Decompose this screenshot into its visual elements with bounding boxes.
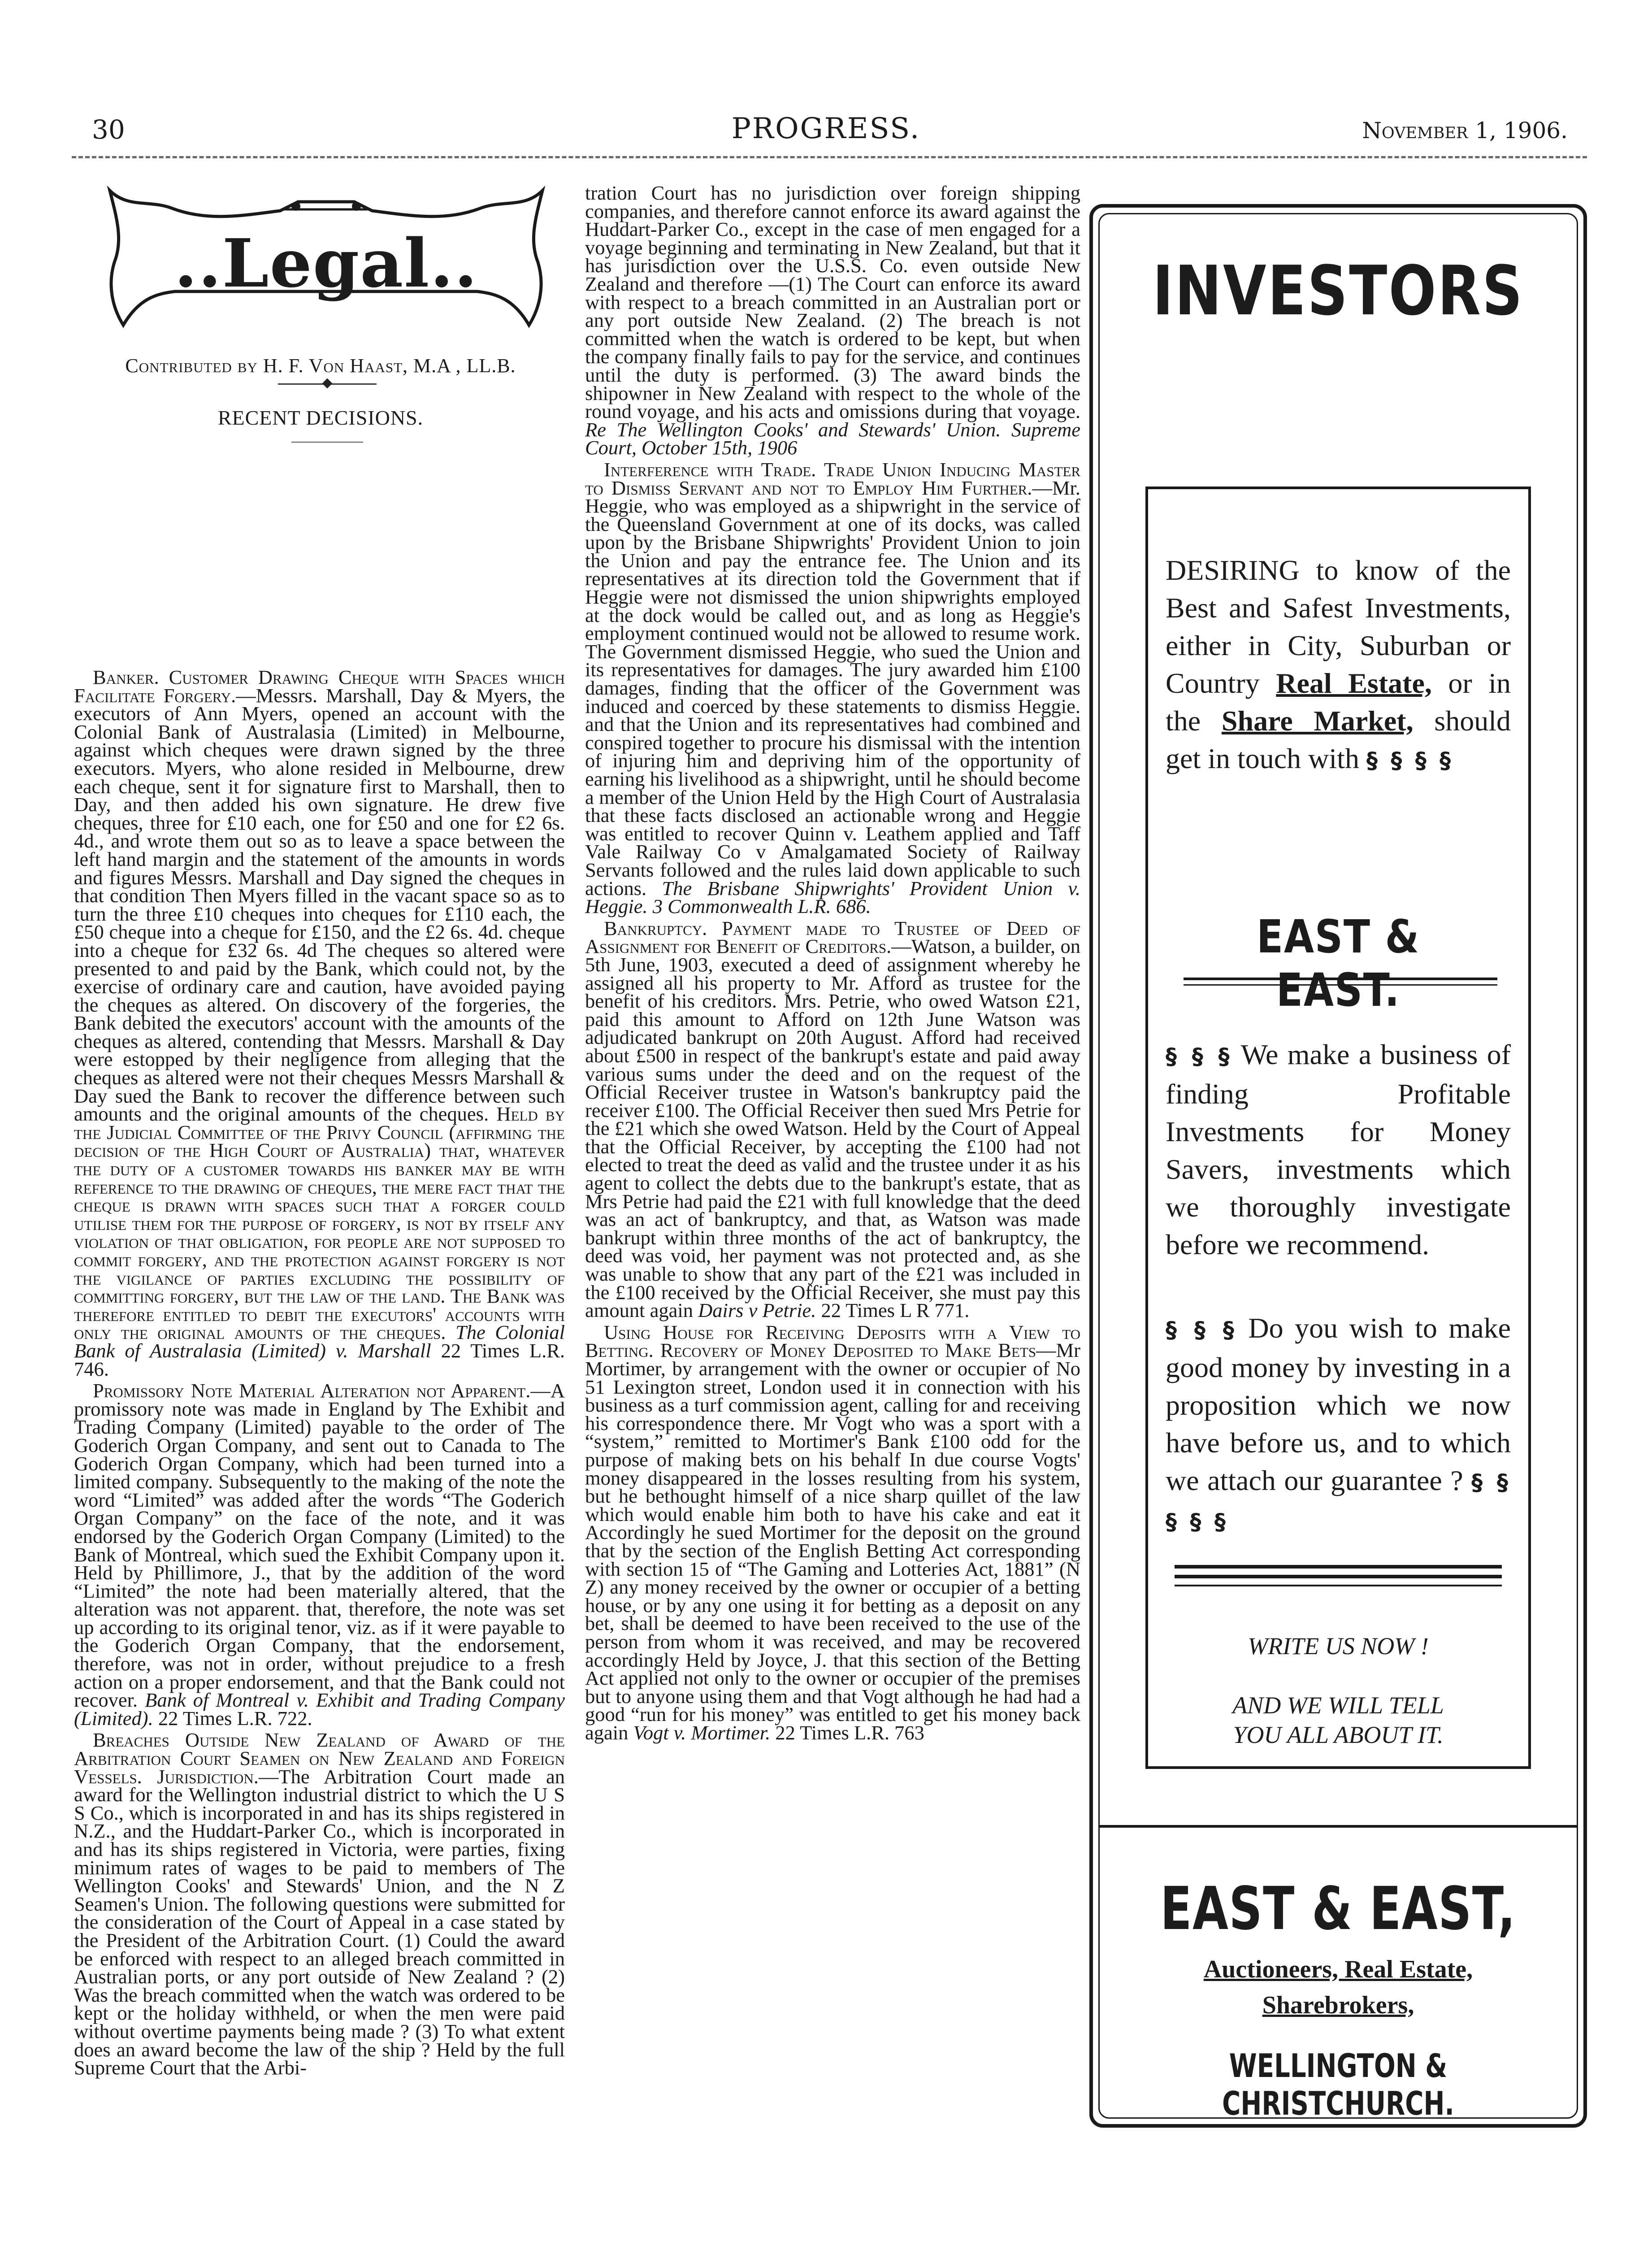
case-citation: Vogt v. Mortimer. [633, 1721, 771, 1744]
section-mark-ornament-icon: § § § [1166, 1317, 1237, 1343]
ad-desiring-part-a: DESIRING to know of the Best and Safest Investments, either in City, Suburban or Country [1166, 554, 1511, 699]
masthead-title: PROGRESS. [731, 112, 921, 145]
case-body: —Messrs. Marshall, Day & Myers, the executors of Ann Myers, opened an account with the Colonial Bank of Australasia (Limited) in Melbourne, against which cheques were drawn signed by the three executors. Myers, who alone resided in Melbourne, drew each cheque, sent it for signature first to Marshall, then to Day, and then added his own signature. He drew five cheques, three for £10 each, one for £50 and one for £2 6s. 4d., and wrote them out so as to leave a space between the left hand margin and the statement of the amounts in words and figures Messrs. Marshall and Day signed the cheques in that condition Then Myers filled in the vacant space so as to turn the three £10 cheques into cheques for £110 each, the £50 cheque into a cheque for £150, and the £2 6s. 4d. cheque into a cheque for £32 6s. 4d The cheques so altered were presented to and paid by the Bank, which could not, by the exercise of ordinary care and caution, have avoided paying the cheques as altered. On discovery of the forgeries, the Bank debited the executors' account with the amounts of the cheques as altered, contending that Messrs. Marshall & Day were estopped by their negligence from alleging that the cheques as altered were not their cheques Messrs Marshall & Day sued the Bank to recover the difference between such amounts and the original amounts of the cheques. [74, 684, 565, 1125]
law-report-ref: 22 Times L.R. 722. [158, 1707, 312, 1729]
short-divider [291, 442, 363, 443]
ad-desiring-text [1166, 552, 1511, 779]
case-heading: Breaches Outside New Zealand of Award of the Arbitration Court Seamen on New Zealand and Foreign Vessels. Jurisdiction. [74, 1729, 565, 1788]
ad-do-you-text [1166, 1309, 1511, 1541]
ad-rule-thick [1184, 978, 1497, 980]
contributor-line: Contributed by H. F. Von Haast, M.A , LL.B. [125, 355, 516, 377]
case-heading: Bankruptcy. Payment made to Trustee of Deed of Assignment for Benefit of Creditors. [585, 917, 1080, 958]
header-rule [72, 156, 1587, 158]
case-citation: Bank of Montreal v. Exhibit and Trading Company (Limited). [74, 1689, 565, 1729]
ad-divider [1098, 1825, 1578, 1828]
ad-roles-line-2: Sharebrokers, [1262, 1991, 1414, 2019]
ad-rule-thin [1184, 984, 1497, 986]
diamond-ornament-icon [322, 378, 333, 389]
case-heading: Using House for Receiving Deposits with a View to Betting. Recovery of Money Deposited to Make Bets [585, 1321, 1080, 1362]
law-report-ref: 22 Times L.R. 763 [775, 1721, 924, 1744]
case-citation: Re The Wellington Cooks' and Stewards' Union. Supreme Court, October 15th, 1906 [585, 418, 1080, 459]
law-report-ref: 22 Times L R 771. [821, 1299, 970, 1322]
article-column-1 [74, 668, 565, 2081]
ad-tell-line-1: AND WE WILL TELL [1232, 1692, 1444, 1719]
case-body: tration Court has no jurisdiction over foreign shipping companies, and therefore cannot enforce its award against the Huddart-Parker Co., except in the case of men engaged for a voyage beginning and terminating in New Zealand, but that it has jurisdiction over the U.S.S. Co. even outside New Zealand and therefore —(1) The Court can enforce its award with respect to a breach committed in an Australian port or any port outside New Zealand. (2) The breach is not committed when the watch is ordered to be kept, but when the company finally fails to pay for the service, and continues until the duty is performed. (3) The award binds the shipowner in New Zealand with respect to the whole of the round voyage, and his acts and omissions during that voyage. [585, 182, 1080, 423]
ad-call-to-action: WRITE US NOW ! [1248, 1633, 1429, 1660]
case-heading: Banker. Customer Drawing Cheque with Spaces which Facilitate Forgery. [74, 666, 565, 707]
case-body: —A promissory note was made in England by The Exhibit and Trading Company (Limited) payable to the order of The Goderich Organ Company, and sent out to Canada to The Goderich Organ Company, which had been turned into a limited company. Subsequently to the making of the note the word “Limited” was added after the words “The Goderich Organ Company” on the face of the note, and it was endorsed by the Goderich Organ Company (Limited) to the Bank of Montreal, which sued the Exhibit Company upon it. Held by Phillimore, J., that by the addition of the word “Limited” the note had been materially altered, that the alteration was not apparent. that, therefore, the note was set up according to its original tenor, viz. as if it were payable to the Goderich Organ Company, that the endorsement, therefore, was not in order, without prejudice to a fresh action on a proper endorsement, and that the Bank could not recover. [74, 1379, 565, 1712]
article-column-2 [585, 184, 1080, 1745]
page-number: 30 [92, 114, 125, 145]
ad-cities: WELLINGTON & CHRISTCHURCH. [1222, 2047, 1454, 2122]
case-body: —Mr Mortimer, by arrangement with the owner or occupier of No 51 Lexington street, London used it in connection with his business as a turf commission agent, calling for and receiving his correspondence there. Mr Vogt who was a sport with a “system,” remitted to Mortimer's Bank £100 odd for the purpose of making bets on his behalf In due course Vogts' money disappeared in the losses resulting from his system, but he bethought himself of a nice sharp quillet of the law which would enable him both to have his cake and eat it Accordingly he sued Mortimer for the deposit on the ground that by the section of the English Betting Act corresponding with section 15 of “The Gaming and Lotteries Act, 1881” (N Z) any money received by the owner or occupier of a betting house, or by any one using it for betting as a deposit on any bet, shall be deemed to have been received to the use of the person from whom it was received, and may be recovered accordingly Held by Joyce, J. that this section of the Betting Act applied not only to the owner or occupier of the premises but to anyone using them and that Vogt although he had had a good “run for his money” was entitled to get his money back again [585, 1339, 1080, 1744]
issue-date: November 1, 1906. [1362, 117, 1568, 143]
ad-roles-line-1: Auctioneers, Real Estate, [1203, 1955, 1473, 1983]
held-text: Held by the Judicial Committee of the Privy Council (affirming the decision of the High Court of Australia) that, whatever the duty of a customer towards his banker may be with reference to the drawing of cheques, the mere fact that the cheque is drawn with spaces such that a forger could utilise them for the purpose of forgery, is not by itself any violation of that obligation, for people are not supposed to commit forgery, and the protection against forgery is not the vigilance of parties excluding the possibility of committing forgery, but the law of the land. The Bank was therefore entitled to debit the executors' accounts with only the original amounts of the cheques. [74, 1103, 565, 1344]
case-heading: Interference with Trade. Trade Union Inducing Master to Dismiss Servant and not to Employ Him Further. [585, 458, 1080, 499]
section-heading: RECENT DECISIONS. [217, 406, 424, 429]
ad-share-market: Share Market, [1221, 705, 1414, 737]
ad-rule [1175, 1585, 1502, 1586]
case-citation: The Colonial Bank of Australasia (Limited) v. Marshall [74, 1321, 565, 1362]
case-body: —Watson, a builder, on 5th June, 1903, executed a deed of assignment whereby he assigned all his property to Mr. Afford as trustee for the benefit of his creditors. Mrs. Petrie, who owed Watson £21, paid this amount to Afford on 12th June Watson was adjudicated bankrupt on 20th August. Afford had received about £500 in respect of the bankrupt's estate and paid away various sums under the deed and on the request of the Official Receiver trustee in Watson's bankruptcy paid the receiver £100. The Official Receiver then sued Mrs Petrie for the £21 which she owed Watson. Held by the Court of Appeal that the Official Receiver, by accepting the £100 had not elected to treat the deed as valid and the trustee under it as his agent to collect the debts due to the bankrupt's estate, that as Mrs Petrie had paid the £21 with full knowledge that the deed was an act of bankruptcy, and that, as Watson was made bankrupt within three months of the act of bankruptcy, the deed was void, her payment was not protected and, as she was unable to show that any part of the £21 was included in the £100 received by the Official Receiver, she must pay this amount again [585, 935, 1080, 1322]
legal-heading: ..Legal.. [174, 224, 478, 302]
ad-desiring-part-c: should get in touch with [1166, 705, 1511, 774]
case-body: —The Arbitration Court made an award for the Wellington industrial district to which the U S S Co., which is incorporated in and has its ships registered in N.Z., and the Huddart-Parker Co., which is incorporated in and has its ships registered in Victoria, were parties, fixing minimum rates of wages to be paid to members of The Wellington Cooks' and Stewards' Union, and the N Z Seamen's Union. The following questions were submitted for the consideration of the Court of Appeal in a case stated by the President of the Arbitration Court. (1) Could the award be enforced with respect to an alleged breach committed in Australian ports, or any port outside of New Zealand ? (2) Was the breach committed when the watch was ordered to be kept or the holiday withheld, or when the men were paid without overtime payments being made ? (3) To what extent does an award become the law of the ship ? Held by the full Supreme Court that the Arbi- [74, 1765, 565, 2079]
ad-firm-name: EAST & EAST, [1160, 1874, 1516, 1943]
case-citation: The Brisbane Shipwrights' Provident Union v. Heggie. 3 Commonwealth L.R. 686. [585, 877, 1081, 918]
ad-rule [1175, 1565, 1502, 1569]
ad-we-make-body: We make a business of finding Profitable Investments for Money Savers, investments which we thoroughly investigate before we recommend. [1166, 1038, 1511, 1260]
case-body: —Mr. Heggie, who was employed as a shipwright in the service of the Queensland Government at one of its docks, was called upon by the Brisbane Shipwrights' Provident Union to join the Union and pay the entrance fee. The Union and its representatives at its direction told the Government that if Heggie were not dismissed the union shipwrights employed at the dock would be called out, and as long as Heggie's employment continued would not be allowed to resume work. The Government dismissed Heggie, who sued the Union and its representatives for damages. The jury awarded him £100 damages, finding that the officer of the Government was induced and coerced by these statements to dismiss Heggie. and that the Union and its representatives had combined and conspired together to procure his dismissal with the intention of injuring him and depriving him of the opportunity of earning his livelihood as a shipwright, until he should become a member of the Union Held by the High Court of Australasia that these facts disclosed an actionable wrong and Heggie was entitled to recover Quinn v. Leathem applied and Taff Vale Railway Co v Amalgamated Society of Railway Servants followed and the rules laid down applicable to such actions. [585, 476, 1080, 899]
ad-do-you-body: Do you wish to make good money by investing in a proposition which we now have before us, and to which we attach our guarantee ? [1166, 1312, 1511, 1496]
case-heading: Promissory Note Material Alteration not Apparent. [93, 1379, 531, 1402]
section-mark-ornament-icon: § § § § § [1166, 1469, 1511, 1535]
ad-rule [1175, 1575, 1502, 1578]
section-mark-ornament-icon: § § § [1166, 1043, 1232, 1069]
ad-desiring-part-b: or in the [1166, 667, 1511, 737]
ad-headline: INVESTORS [1152, 251, 1524, 330]
ad-real-estate: Real Estate, [1276, 667, 1432, 699]
ad-tell-line-2: YOU ALL ABOUT IT. [1233, 1721, 1444, 1748]
law-report-ref: 22 Times L.R. 746. [74, 1339, 565, 1380]
case-citation: Dairs v Petrie. [698, 1299, 816, 1322]
ad-we-make-text [1166, 1036, 1511, 1264]
ad-tell-text [1145, 1690, 1531, 1750]
ad-firm-caps: EAST & EAST. [1257, 910, 1420, 1017]
legal-title-cartouche [92, 182, 560, 330]
section-mark-ornament-icon: § § § § [1366, 747, 1454, 773]
